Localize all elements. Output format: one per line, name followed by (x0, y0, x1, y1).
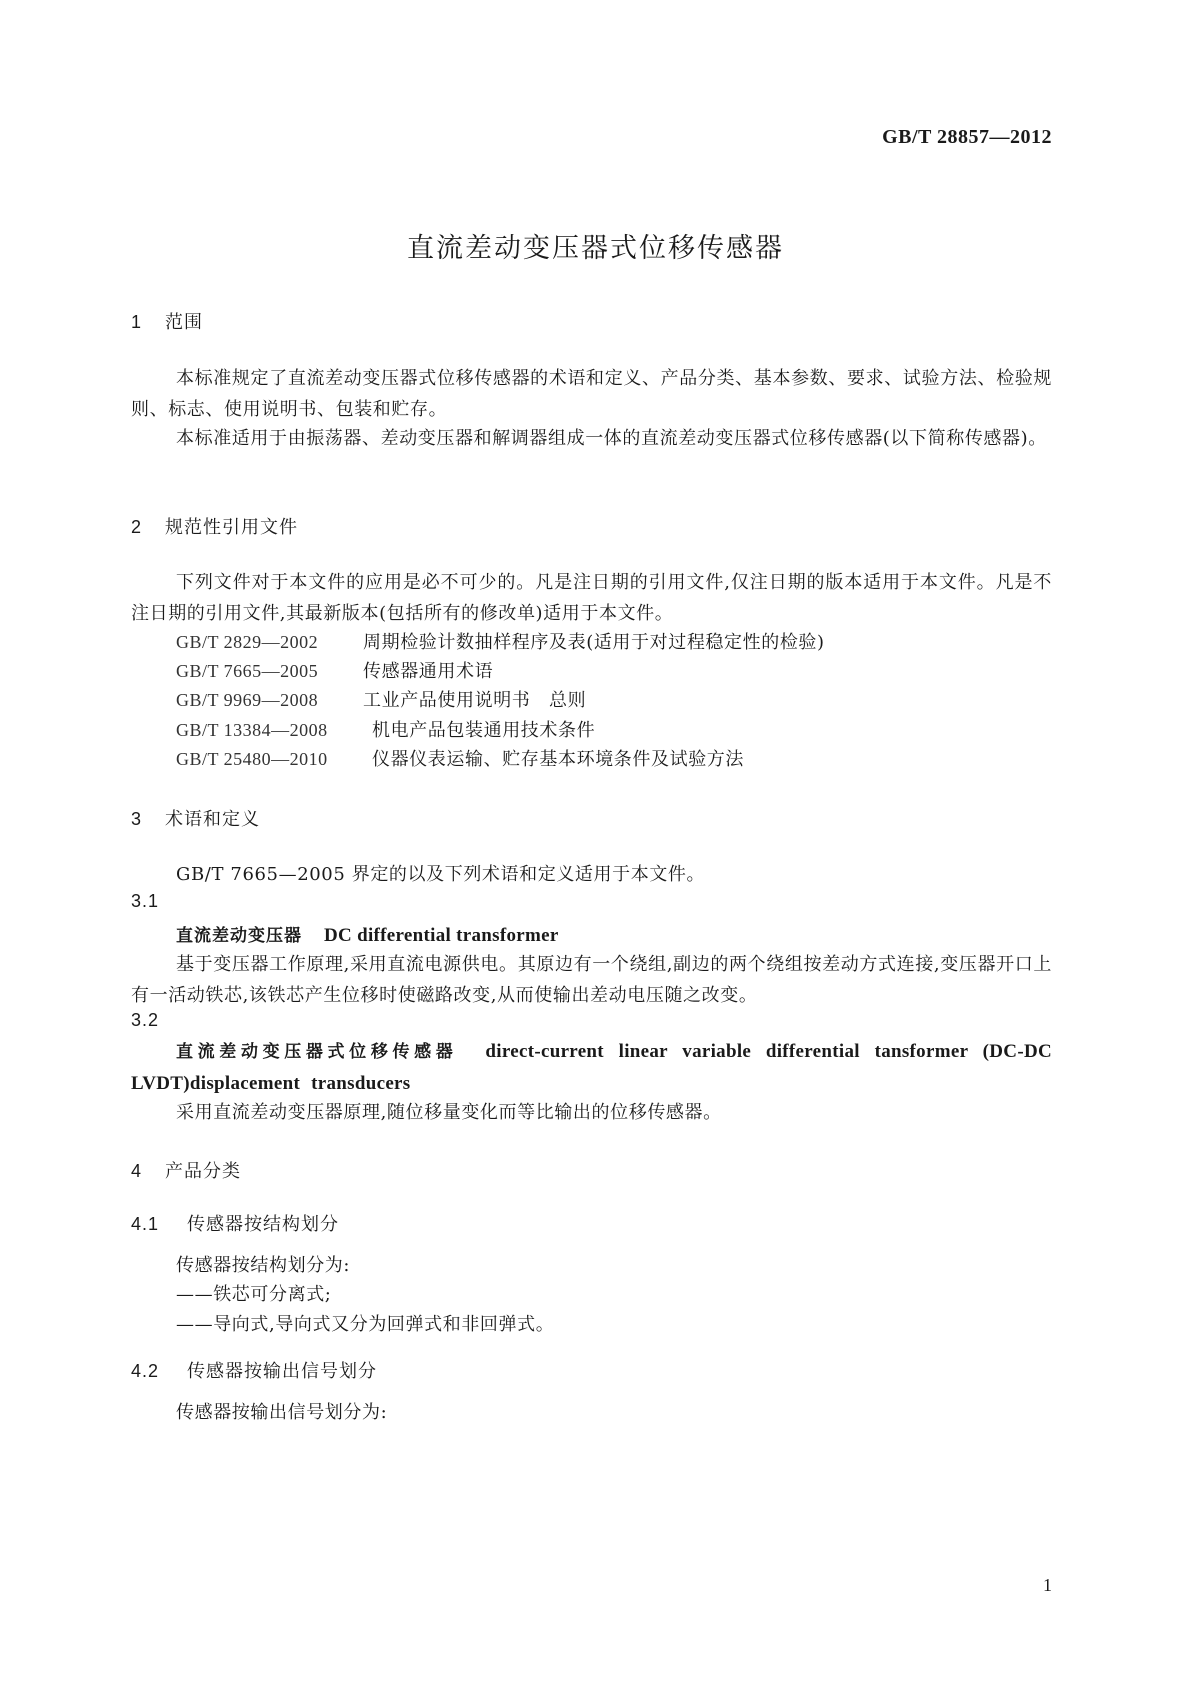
section-title: 术语和定义 (165, 809, 260, 830)
section-title: 产品分类 (165, 1161, 241, 1182)
reference-title: 机电产品包装通用技术条件 (372, 720, 596, 741)
subsection-title: 传感器按结构划分 (187, 1214, 339, 1235)
section-3-heading (131, 805, 260, 831)
classification-intro: 传感器按输出信号划分为: (176, 1402, 388, 1423)
scope-paragraph-1: 本标准规定了直流差动变压器式位移传感器的术语和定义、产品分类、基本参数、要求、试验方法、检验规则、标志、使用说明书、包装和贮存。 (131, 368, 1052, 420)
page-number: 1 (1043, 1575, 1052, 1595)
term-entry (176, 921, 559, 947)
subsection-number: 4.1 (131, 1214, 160, 1234)
subsection-4-1-heading (131, 1210, 339, 1236)
reference-item (176, 745, 744, 771)
section-number: 2 (131, 517, 143, 537)
section-4-heading (131, 1157, 241, 1183)
section-1-heading (131, 308, 203, 334)
standard-number: GB/T 28857—2012 (882, 126, 1052, 148)
section-number: 1 (131, 312, 143, 332)
section-number: 3 (131, 809, 143, 829)
term-chinese: 直流差动变压器式位移传感器 (176, 1042, 458, 1062)
reference-item (176, 686, 586, 712)
subsection-number: 4.2 (131, 1361, 160, 1381)
reference-item (176, 657, 493, 683)
term-definition: 基于变压器工作原理,采用直流电源供电。其原边有一个绕组,副边的两个绕组按差动方式连接,变压器开口上有一活动铁芯,该铁芯产生位移时使磁路改变,从而使输出差动电压随之改变。 (131, 954, 1052, 1006)
reference-title: 传感器通用术语 (363, 661, 494, 682)
terms-intro: GB/T 7665—2005 界定的以及下列术语和定义适用于本文件。 (176, 864, 706, 885)
subsection-title: 传感器按输出信号划分 (187, 1361, 377, 1382)
reference-item (176, 628, 825, 654)
scope-paragraph-2: 本标准适用于由振荡器、差动变压器和解调器组成一体的直流差动变压器式位移传感器(以下简称传感器)。 (176, 428, 1047, 449)
term-number: 3.1 (131, 891, 160, 911)
subsection-4-2-heading (131, 1357, 377, 1383)
page-title: 直流差动变压器式位移传感器 (407, 233, 784, 264)
reference-item (176, 716, 595, 742)
classification-intro: 传感器按结构划分为: (176, 1255, 351, 1276)
term-definition: 采用直流差动变压器原理,随位移量变化而等比输出的位移传感器。 (176, 1102, 722, 1123)
reference-code: GB/T 13384—2008 (176, 720, 328, 740)
reference-code: GB/T 25480—2010 (176, 749, 328, 769)
normative-intro-paragraph: 下列文件对于本文件的应用是必不可少的。凡是注日期的引用文件,仅注日期的版本适用于本文件。凡是不注日期的引用文件,其最新版本(包括所有的修改单)适用于本文件。 (131, 572, 1052, 624)
reference-code: GB/T 7665—2005 (176, 661, 319, 681)
list-item: ——铁芯可分离式; (176, 1284, 332, 1305)
reference-title: 工业产品使用说明书 总则 (363, 690, 587, 711)
term-english: DC differential transformer (324, 925, 559, 946)
section-title: 范围 (165, 312, 203, 333)
reference-code: GB/T 9969—2008 (176, 690, 319, 710)
reference-title: 周期检验计数抽样程序及表(适用于对过程稳定性的检验) (363, 632, 825, 653)
term-number: 3.2 (131, 1010, 160, 1030)
section-title: 规范性引用文件 (165, 517, 298, 538)
reference-code: GB/T 2829—2002 (176, 632, 319, 652)
list-item: ——导向式,导向式又分为回弹式和非回弹式。 (176, 1314, 555, 1335)
section-number: 4 (131, 1161, 143, 1181)
term-chinese: 直流差动变压器 (176, 926, 302, 946)
reference-title: 仪器仪表运输、贮存基本环境条件及试验方法 (372, 749, 744, 770)
term-english: direct-current linear variable differential tansformer (DC-DC LVDT)displacement transducers (131, 1041, 1052, 1094)
term-entry (131, 1036, 1052, 1100)
section-2-heading (131, 513, 298, 539)
